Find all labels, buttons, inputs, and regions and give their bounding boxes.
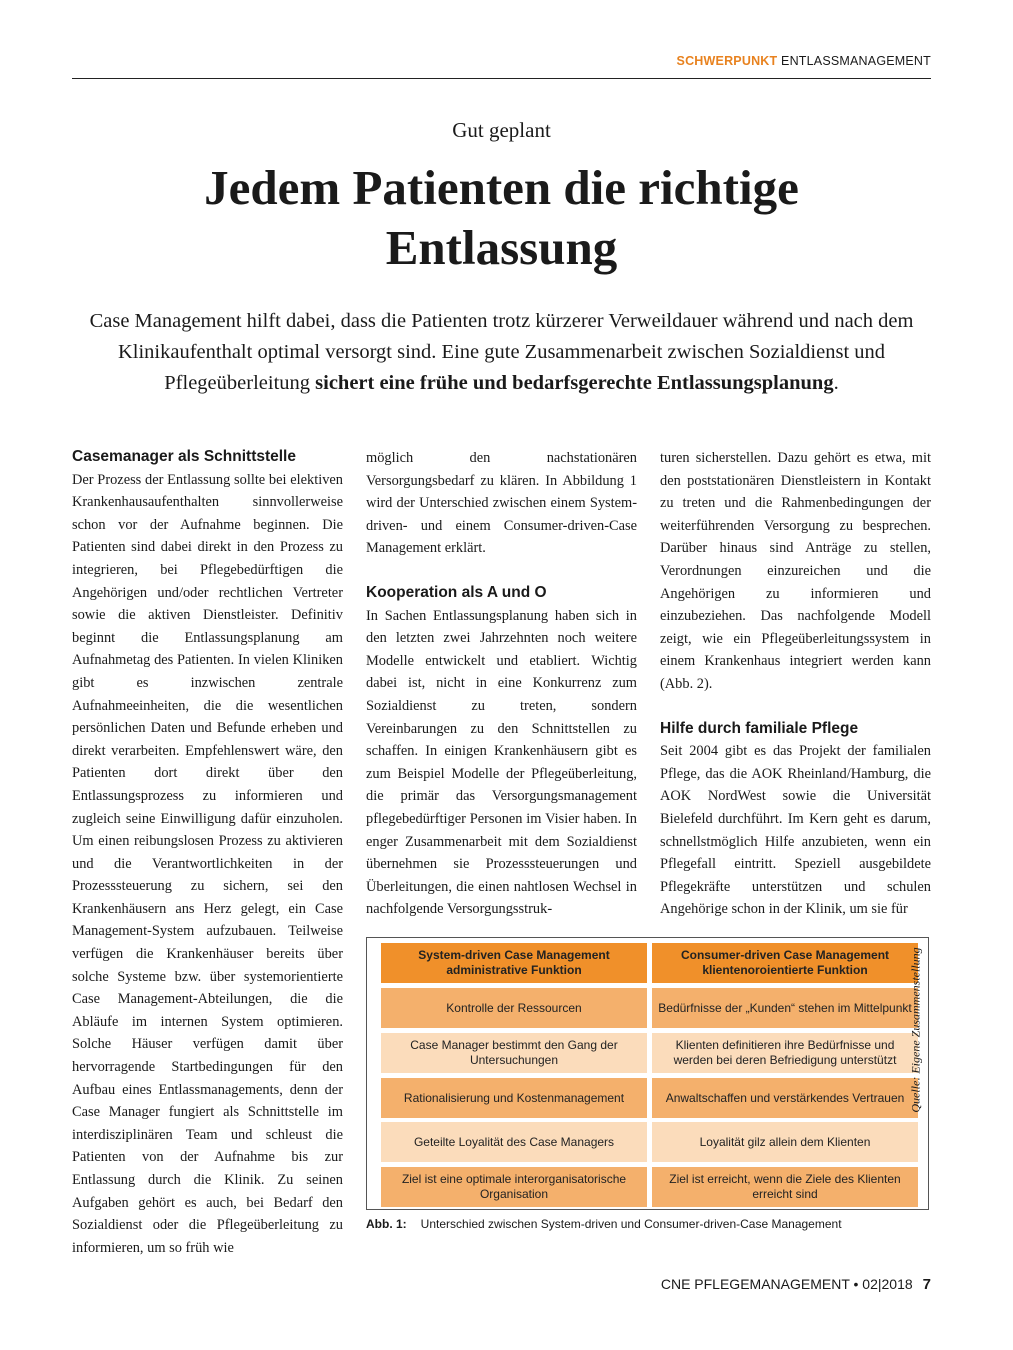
section-heading: Hilfe durch familiale Pflege [660, 719, 859, 737]
figure-cell: Ziel ist erreicht, wenn die Ziele des Klienten erreicht sind [652, 1167, 918, 1207]
figure-header-left: System-driven Case Management administrative Funktion [381, 943, 647, 983]
body-paragraph: Der Prozess der Entlassung sollte bei elektiven Krankenhausaufenthalten sinnvollerweise schon vor der Aufnahme beginnen. Die Patienten sind dabei direkt in den Prozess zu integrieren, bei Pflegebedürftigen die Angehörigen und/oder rechtlichen Vertreter sowie die aktiven Dienstleister. Definitiv beginnt die Entlassungsplanung am Aufnahmetag des Patienten. In vielen Kliniken gibt es inzwischen zentrale Aufnahmeeinheiten, die die wesentlichen persönlichen Daten und Befunde erheben und direkt verarbeiten. Empfehlenswert wäre, den Patienten dort direkt über den Entlassungsprozess zu informieren und zugleich seine Einwilligung dafür einzuholen. Um einen reibungslosen Prozess zu aktivieren und die Verantwortlichkeiten in der Prozesssteuerung zu sichern, sei den Krankenhäusern ans Herz gelegt, ein Case Management-System aufzubauen. Teilweise verfügen die Krankenhäuser bereits über solche Systeme bzw. über systemorientierte Case Management-Abteilungen, die die Abläufe im internen System optimieren. Solche Häuser verfügen damit über hervorragende Startbedingungen für den Aufbau eines Entlassmanagements, denn der Case Manager fungiert als Schnittstelle im interdisziplinären Team und schleust die Patienten von der Aufnahme bis zur Entlassung durch die Klinik. Zu seinen Aufgaben gehört es auch, bei Bedarf den Sozialdienst oder die Pflegeüberleitung zu informieren, um so früh wie [72, 471, 343, 1256]
body-paragraph: In Sachen Entlassungsplanung haben sich in den letzten zwei Jahrzehnten noch weitere Modelle entwickelt und etabliert. Wichtig dabei ist, nicht in eine Konkurrenz zum Sozialdienst zu treten, sondern Vereinbarungen zu den Schnittstellen zu schaffen. In einigen Krankenhäusern gibt es zum Beispiel Modelle der Pflegeüberleitung, die primär das Versorgungsmanagement pflegebedürftiger Personen im Visier haben. In enger Zusammenarbeit mit dem Sozialdienst übernehmen sie Prozesssteuerungen und Überleitungen, die einen nahtlosen Wechsel in nachfolgende Versorgungsstruk- [366, 607, 637, 918]
title-line-2: Entlassung [385, 220, 618, 275]
column-2 [366, 447, 637, 921]
section-accent: SCHWERPUNKT [676, 54, 778, 68]
figure-cell: Loyalität gilz allein dem Klienten [652, 1122, 918, 1162]
figure-source [905, 940, 927, 1120]
figure-cell: Rationalisierung und Kostenmanagement [381, 1078, 647, 1118]
lead-paragraph [72, 306, 931, 399]
figure-cell: Anwaltschaffen und verstärkendes Vertrauen [652, 1078, 918, 1118]
lead-end: . [833, 372, 839, 394]
page-footer [72, 1276, 931, 1293]
section-heading: Kooperation als A und O [366, 583, 547, 601]
body-paragraph: Seit 2004 gibt es das Projekt der familialen Pflege, das die AOK Rheinland/Hamburg, die AOK NordWest sowie die Universität Bielefeld durchführt. Im Kern geht es darum, schnellstmöglich Hilfe anzubieten, wenn ein Pflegefall eintritt. Speziell ausgebildete Pflegekräfte unterstützen und schulen Angehörige schon in der Klinik, um sie für [660, 743, 931, 918]
section-heading: Casemanager als Schnittstelle [72, 448, 296, 465]
caption-label: Abb. 1: [366, 1217, 407, 1231]
figure-cell: Case Manager bestimmt den Gang der Untersuchungen [381, 1033, 647, 1073]
body-paragraph: möglich den nachstationären Versorgungsbedarf zu klären. In Abbildung 1 wird der Unterschied zwischen einem System-driven- und einem Consumer-driven-Case Management erklärt. [366, 450, 637, 557]
figure-cell: Ziel ist eine optimale interorganisatorische Organisation [381, 1167, 647, 1207]
figure-cell: Geteilte Loyalität des Case Managers [381, 1122, 647, 1162]
column-3 [660, 447, 931, 921]
page-title [72, 158, 931, 278]
figure-header-right: Consumer-driven Case Management klientenoroientierte Funktion [652, 943, 918, 983]
figure-cell: Bedürfnisse der „Kunden“ stehen im Mittelpunkt [652, 988, 918, 1028]
body-paragraph: turen sicherstellen. Dazu gehört es etwa, mit den poststationären Dienstleistern in Kontakt zu treten und die Rahmenbedingungen der weiterführenden Versorgung zu besprechen. Darüber hinaus sind Anträge zu stellen, Verordnungen einzureichen und die Angehörigen zu informieren und einzubeziehen. Das nachfolgende Modell zeigt, wie ein Pflegeüberleitungssystem in einem Krankenhaus integriert werden kann (Abb. 2). [660, 450, 931, 692]
figure-source-text: Quelle: Eigene Zusammenstellung [908, 947, 923, 1113]
lead-text: Case Management hilft dabei, dass die Patienten trotz kürzerer Verweildauer während und nach dem Klinikaufenthalt optimal versorgt sind. Eine gute Zusammenarbeit zwischen Sozialdienst und Pflegeüberleitung [89, 310, 914, 394]
figure-cell: Klienten definitieren ihre Bedürfnisse und werden bei deren Befriedigung unterstützt [652, 1033, 918, 1073]
page-number: 7 [922, 1276, 931, 1293]
kicker: Gut geplant [452, 118, 551, 142]
caption-text: Unterschied zwischen System-driven und Consumer-driven-Case Management [420, 1217, 842, 1231]
figure-cell: Kontrolle der Ressourcen [381, 988, 647, 1028]
comparison-figure [366, 937, 929, 1210]
lead-bold: sichert eine frühe und bedarfsgerechte Entlassungsplanung [315, 372, 834, 394]
journal-name: CNE PFLEGEMANAGEMENT • 02|2018 [660, 1276, 913, 1292]
title-line-1: Jedem Patienten die richtige [204, 160, 799, 215]
column-1 [72, 446, 343, 1259]
running-header [72, 54, 931, 68]
section-name: ENTLASSMANAGEMENT [781, 54, 931, 68]
figure-caption [366, 1217, 929, 1231]
header-rule [72, 78, 931, 79]
